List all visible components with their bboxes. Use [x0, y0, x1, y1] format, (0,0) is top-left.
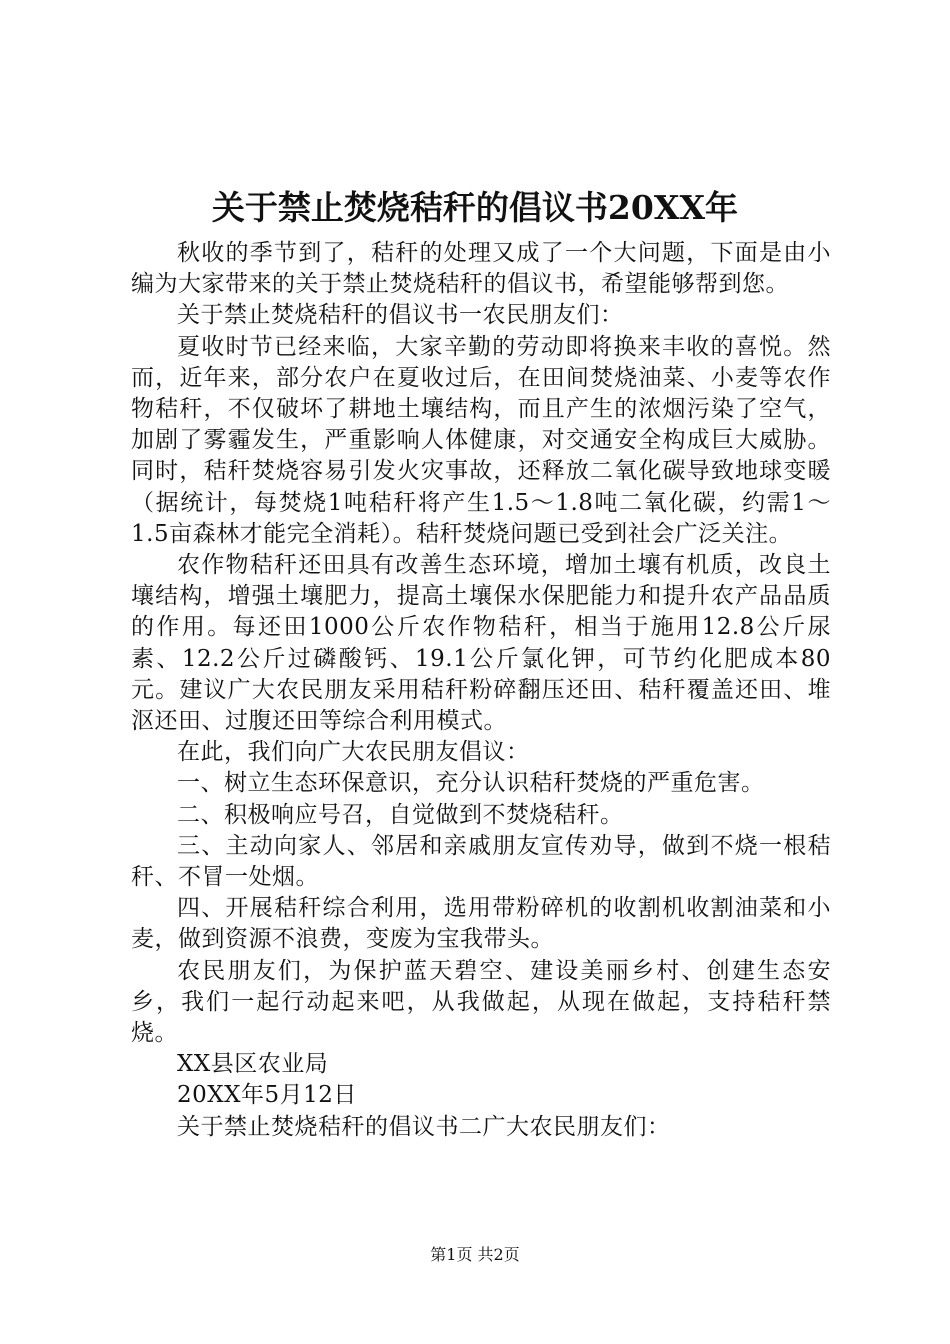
paragraph-proposal-intro: 在此，我们向广大农民朋友倡议： — [177, 739, 530, 766]
paragraph-heading-one: 关于禁止焚烧秸秆的倡议书一农民朋友们： — [177, 302, 624, 329]
paragraph-intro: 秋收的季节到了，秸秆的处理又成了一个大问题，下面是由小编为大家带来的关于禁止焚烧秸秆的倡议书，希望能够帮到您。 — [131, 240, 831, 298]
paragraph-benefits: 农作物秸秆还田具有改善生态环境，增加土壤有机质，改良土壤结构，增强土壤肥力，提高土壤保水保肥能力和提升农产品品质的作用。每还田1000公斤农作物秸秆，相当于施用12.8公斤尿素、12.2公斤过磷酸钙、19.1公斤氯化钾，可节约化肥成本80元。建议广大农民朋友采用秸秆粉碎翻压还田、秸秆覆盖还田、堆沤还田、过腹还田等综合利用模式。 — [131, 552, 831, 735]
document-body — [131, 238, 831, 1143]
document-title: 关于禁止焚烧秸秆的倡议书20XX年 — [211, 188, 739, 227]
paragraph-item-1: 一、树立生态环保意识，充分认识秸秆焚烧的严重危害。 — [177, 770, 765, 797]
paragraph-background: 夏收时节已经来临，大家辛勤的劳动即将换来丰收的喜悦。然而，近年来，部分农户在夏收过后，在田间焚烧油菜、小麦等农作物秸秆，不仅破坏了耕地土壤结构，而且产生的浓烟污染了空气，加剧了雾霾发生，严重影响人体健康，对交通安全构成巨大威胁。同时，秸秆焚烧容易引发火灾事故，还释放二氧化碳导致地球变暖（据统计，每焚烧1吨秸秆将产生1.5～1.8吨二氧化碳，约需1～1.5亩森林才能完全消耗）。秸秆焚烧问题已受到社会广泛关注。 — [131, 333, 831, 547]
paragraph-item-3: 三、主动向家人、邻居和亲戚朋友宣传劝导，做到不烧一根秸秆、不冒一处烟。 — [131, 832, 831, 891]
signature-org: XX县区农业局 — [177, 1051, 329, 1078]
paragraph-closing: 农民朋友们，为保护蓝天碧空、建设美丽乡村、创建生态安乡，我们一起行动起来吧，从我做起，从现在做起，支持秸秆禁烧。 — [131, 957, 831, 1047]
signature-date: 20XX年5月12日 — [177, 1082, 357, 1109]
paragraph-item-4: 四、开展秸秆综合利用，选用带粉碎机的收割机收割油菜和小麦，做到资源不浪费，变废为宝我带头。 — [131, 895, 831, 953]
page-footer: 第1页 共2页 — [430, 1245, 520, 1264]
paragraph-heading-two: 关于禁止焚烧秸秆的倡议书二广大农民朋友们： — [177, 1113, 671, 1140]
paragraph-item-2: 二、积极响应号召，自觉做到不焚烧秸秆。 — [177, 801, 624, 828]
